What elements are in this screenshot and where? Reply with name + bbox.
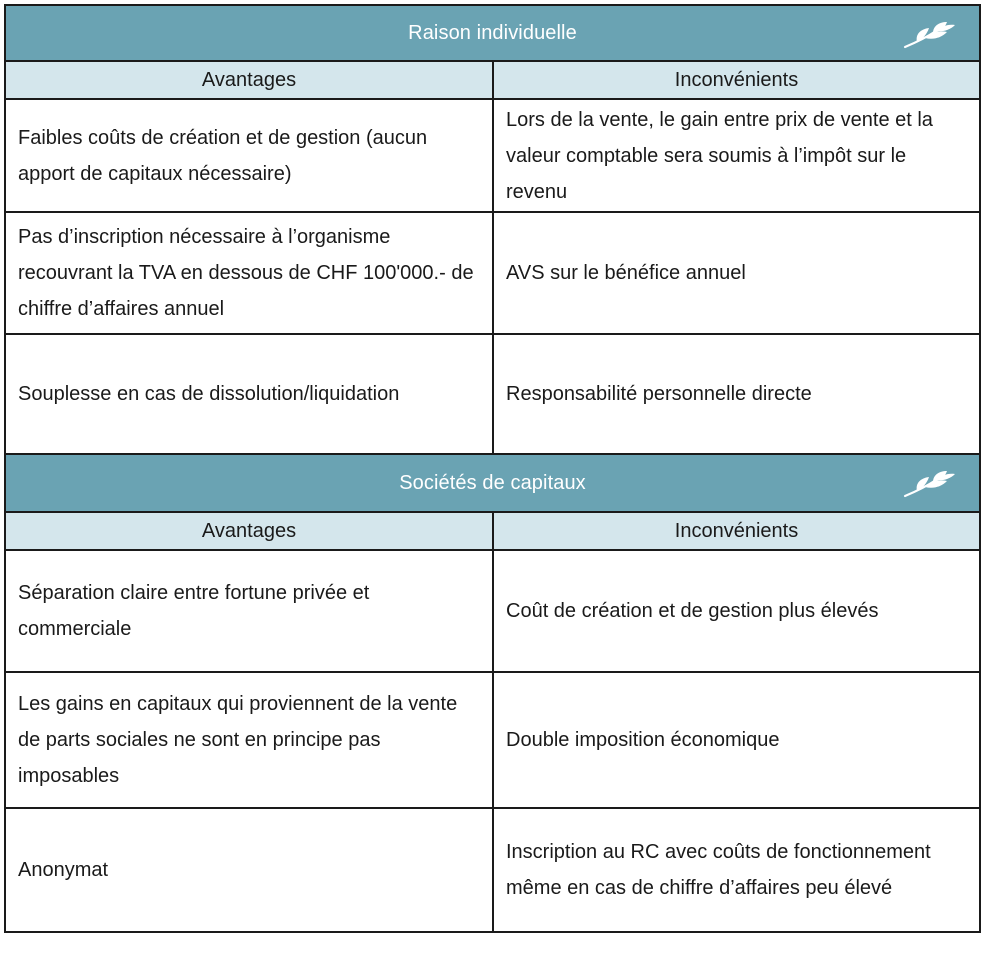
disadvantage-cell — [494, 809, 979, 931]
comparison-document — [4, 4, 981, 933]
disadvantage-cell — [494, 100, 979, 211]
column-header-row — [4, 62, 981, 100]
disadvantage-text: Double imposition économique — [506, 729, 780, 751]
section-header-raison-individuelle — [4, 4, 981, 62]
table-row — [4, 551, 981, 673]
disadvantage-text: Responsabilité personnelle directe — [506, 383, 812, 405]
disadvantage-text: Lors de la vente, le gain entre prix de vente et la valeur comptable sera soumis à l’impôt sur le revenu — [506, 108, 933, 203]
advantage-cell — [6, 335, 494, 453]
disadvantage-text: Inscription au RC avec coûts de fonctionnement même en cas de chiffre d’affaires peu élevé — [506, 841, 931, 899]
column-header-advantages: Avantages — [6, 513, 494, 549]
disadvantage-cell — [494, 213, 979, 333]
table-row — [4, 100, 981, 213]
advantage-text: Séparation claire entre fortune privée et commerciale — [18, 582, 370, 640]
column-header-advantages: Avantages — [6, 62, 494, 98]
advantage-cell — [6, 213, 494, 333]
advantage-text: Pas d’inscription nécessaire à l’organisme recouvrant la TVA en dessous de CHF 100'000.- de chiffre d’affaires annuel — [18, 226, 474, 320]
advantage-text: Les gains en capitaux qui proviennent de la vente de parts sociales ne sont en principe pas imposables — [18, 693, 458, 787]
section-header-societes-de-capitaux — [4, 455, 981, 513]
table-row — [4, 809, 981, 933]
advantage-cell — [6, 551, 494, 671]
column-header-row — [4, 513, 981, 551]
advantage-text: Souplesse en cas de dissolution/liquidation — [18, 383, 400, 405]
disadvantage-cell — [494, 551, 979, 671]
advantage-text: Anonymat — [18, 859, 109, 881]
table-row — [4, 213, 981, 335]
advantage-cell — [6, 100, 494, 211]
disadvantage-cell — [494, 335, 979, 453]
section-title: Sociétés de capitaux — [399, 471, 586, 494]
disadvantage-text: Coût de création et de gestion plus élevés — [506, 600, 879, 622]
leaf-icon — [903, 20, 957, 50]
column-header-disadvantages: Inconvénients — [674, 519, 799, 542]
table-row — [4, 335, 981, 455]
disadvantage-text: AVS sur le bénéfice annuel — [506, 262, 746, 284]
column-header-disadvantages: Inconvénients — [674, 68, 799, 91]
advantage-text: Faibles coûts de création et de gestion (aucun apport de capitaux nécessaire) — [18, 126, 428, 185]
leaf-icon — [903, 469, 957, 499]
section-title: Raison individuelle — [408, 21, 577, 44]
disadvantage-cell — [494, 673, 979, 807]
advantage-cell — [6, 673, 494, 807]
advantage-cell — [6, 809, 494, 931]
table-row — [4, 673, 981, 809]
